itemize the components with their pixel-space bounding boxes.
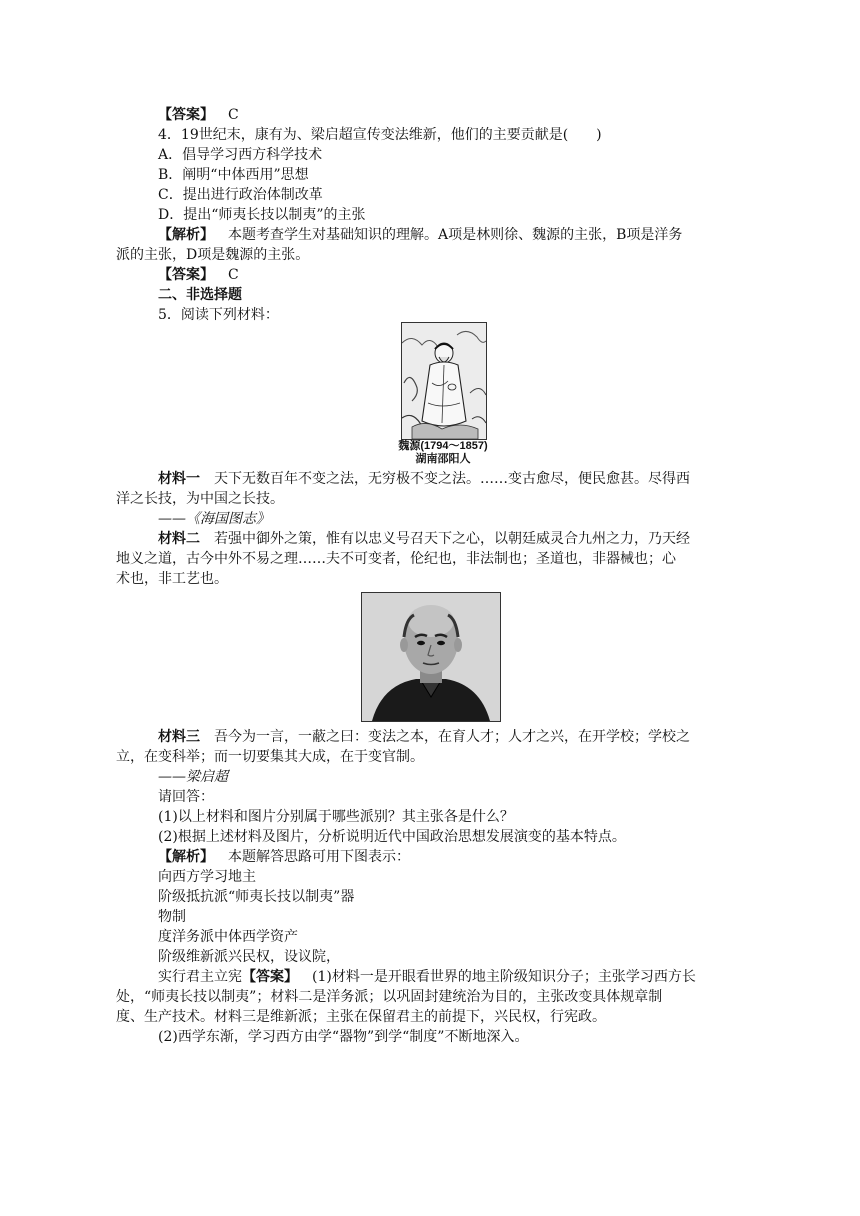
liang-qichao-photo: [361, 592, 501, 722]
material1-line2: 洋之长技，为中国之长技。: [116, 491, 284, 507]
diagram-line-1: 向西方学习地主: [158, 869, 256, 885]
material3-source: ——梁启超: [158, 769, 228, 785]
q5-ask: 请回答：: [158, 789, 214, 805]
q5-answer2: (2)西学东渐，学习西方由学“器物”到学“制度”不断地深入。: [158, 1029, 529, 1045]
answer-value: C: [228, 107, 239, 123]
q5-sub2: (2)根据上述材料及图片，分析说明近代中国政治思想发展演变的基本特点。: [158, 829, 626, 845]
q5-analysis-text: 本题解答思路可用下图表示：: [228, 849, 410, 865]
answer-tag: 【答案】: [158, 267, 214, 283]
answer-tag: 【答案】: [158, 107, 214, 123]
diagram-line-5: 阶级维新派兴民权，设议院，: [158, 949, 340, 965]
q4-option-a: A．倡导学习西方科学技术: [158, 147, 323, 163]
material1-text1: 天下无数百年不变之法，无穷极不变之法。……变古愈尽，便民愈甚。尽得西: [214, 471, 690, 487]
q4-option-b: B．阐明“中体西用”思想: [158, 167, 309, 183]
portrait-liang-qichao-icon: [362, 593, 500, 721]
diagram-line-4: 度洋务派中体西学资产: [158, 929, 298, 945]
q5-answer-line3: 度、生产技术。材料三是维新派；主张在保留君主的前提下，兴民权，行宪政。: [116, 1009, 606, 1025]
material2-line1: [158, 530, 690, 548]
q5-analysis-line: [158, 848, 410, 866]
q4-stem: 4．19世纪末，康有为、梁启超宣传变法维新，他们的主要贡献是( ): [158, 127, 602, 143]
last-prefix: 实行君主立宪: [158, 969, 242, 985]
figure1-caption-line1: 魏源(1794～1857): [398, 440, 488, 452]
answer-value: C: [228, 267, 239, 283]
material1-tag: 材料一: [158, 471, 200, 487]
material2-line3: 术也，非工艺也。: [116, 571, 228, 587]
q4-analysis-line1: [158, 226, 682, 244]
diagram-line-3: 物制: [158, 909, 186, 925]
figure1-caption-line2: 湖南邵阳人: [415, 453, 471, 465]
diagram-line-2: 阶级抵抗派“师夷长技以制夷”器: [158, 889, 355, 905]
q4-analysis-text1: 本题考查学生对基础知识的理解。A项是林则徐、魏源的主张，B项是洋务: [228, 227, 683, 243]
material2-text1: 若强中御外之策，惟有以忠义号召天下之心，以朝廷威灵合九州之力，乃天经: [214, 531, 690, 547]
material2-line2: 地义之道，古今中外不易之理……夫不可变者，伦纪也，非法制也；圣道也，非器械也；心: [116, 551, 676, 567]
q3-answer-line: [158, 106, 239, 124]
q4-option-c: C．提出进行政治体制改革: [158, 187, 323, 203]
material3-line2: 立，在变科举；而一切要集其大成，在于变官制。: [116, 749, 424, 765]
q5-answer-line1: [158, 968, 696, 986]
material1-source: ——《海国图志》: [158, 511, 270, 527]
answer1-text1: (1)材料一是开眼看世界的地主阶级知识分子；主张学习西方长: [312, 969, 696, 985]
q5-stem: 5．阅读下列材料：: [158, 307, 279, 323]
answer-tag: 【答案】: [242, 969, 298, 985]
analysis-tag: 【解析】: [158, 849, 214, 865]
q4-option-d: D．提出“师夷长技以制夷”的主张: [158, 207, 366, 223]
material1-line1: [158, 470, 690, 488]
q5-answer-line2: 处，“师夷长技以制夷”；材料二是洋务派；以巩固封建统治为目的，主张改变具体规章制: [116, 989, 663, 1005]
material3-tag: 材料三: [158, 729, 200, 745]
wei-yuan-portrait: [401, 322, 487, 440]
q5-sub1: (1)以上材料和图片分别属于哪些派别？其主张各是什么？: [158, 809, 514, 825]
q4-answer-line: [158, 266, 239, 284]
material3-text1: 吾今为一言，一蔽之曰：变法之本，在育人才；人才之兴，在开学校；学校之: [214, 729, 690, 745]
material2-tag: 材料二: [158, 531, 200, 547]
analysis-tag: 【解析】: [158, 227, 214, 243]
material3-line1: [158, 728, 690, 746]
portrait-wei-yuan-icon: [402, 323, 486, 439]
q4-analysis-line2: 派的主张，D项是魏源的主张。: [116, 247, 310, 263]
section-title: 二、非选择题: [158, 287, 242, 303]
